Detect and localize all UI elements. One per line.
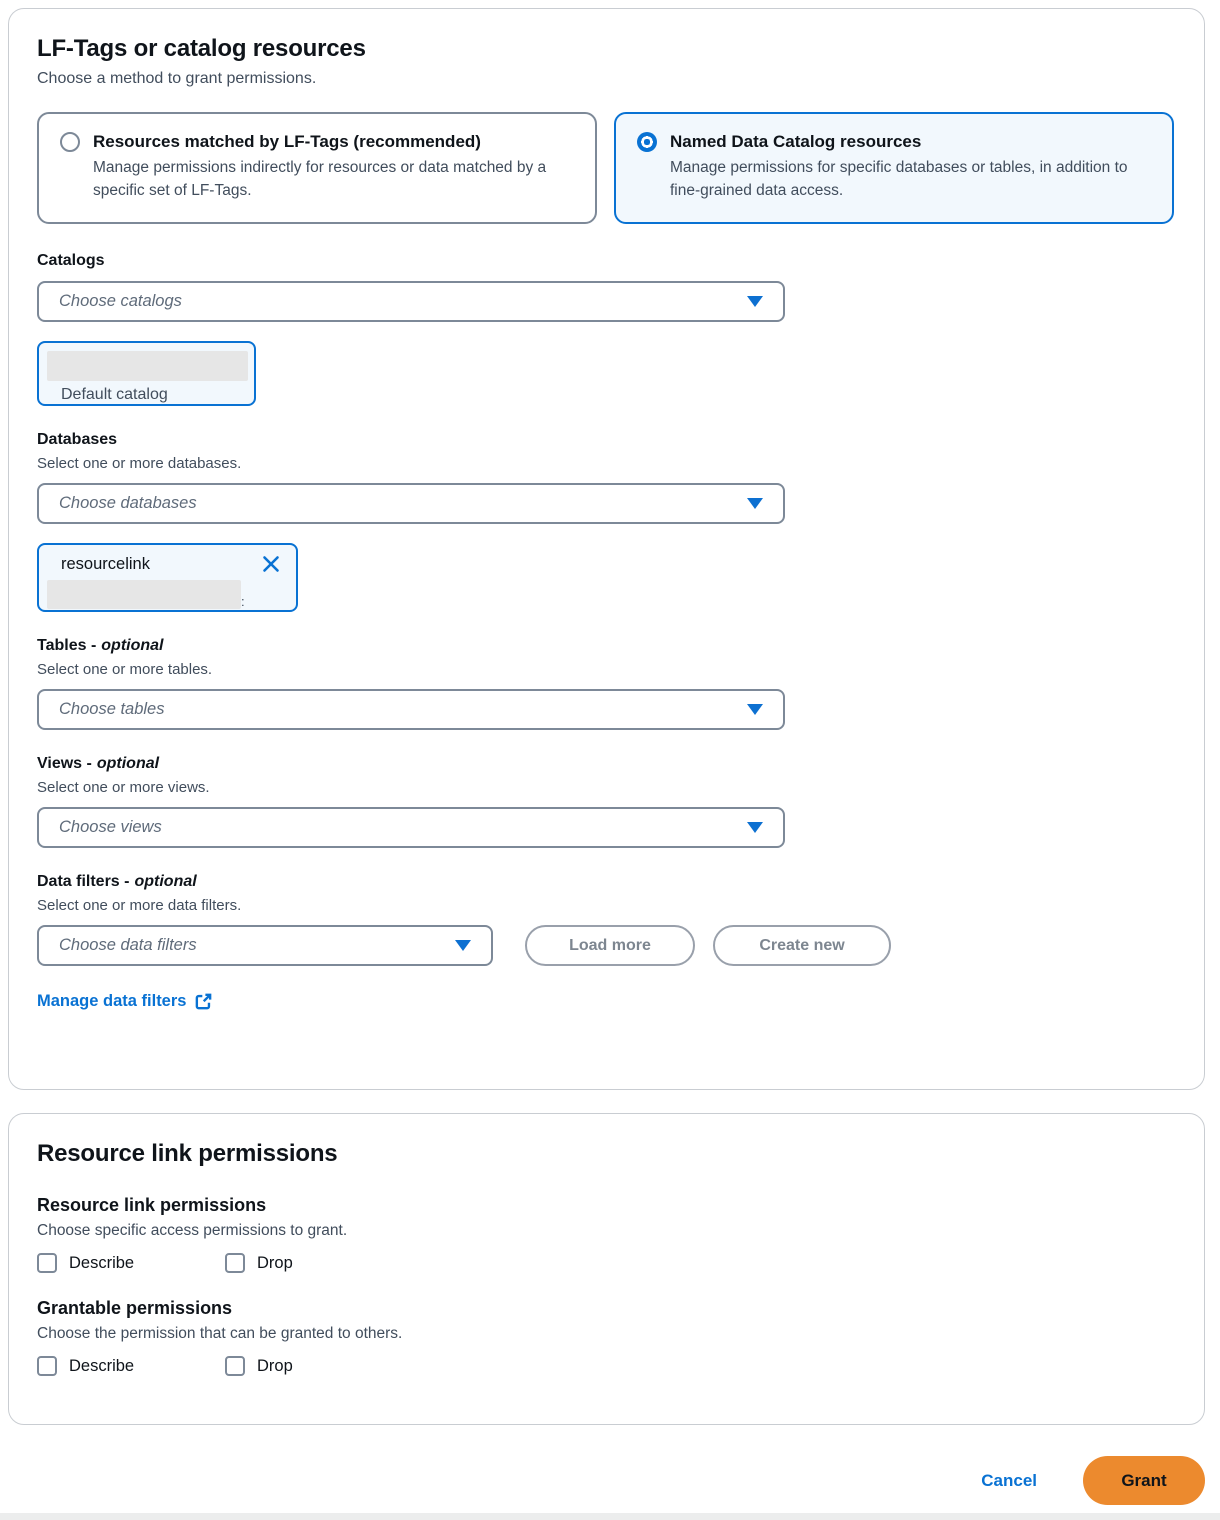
selected-catalog-name: Default catalog [61,386,168,403]
remove-database-button[interactable] [258,551,284,577]
catalogs-select[interactable] [37,281,785,322]
tables-field [37,637,1172,730]
views-placeholder: Choose views [59,818,162,836]
checkbox-label: Describe [69,1356,135,1375]
group-description: Choose the permission that can be granted to others. [37,1325,403,1342]
manage-data-filters-label: Manage data filters [37,992,187,1010]
checkbox-unchecked-icon [37,1253,57,1273]
external-link-icon [194,992,213,1011]
checkbox-label: Drop [257,1253,293,1272]
radio-tile-description: Manage permissions indirectly for resources or data matched by a specific set of LF-Tags. [93,159,547,199]
catalogs-placeholder: Choose catalogs [59,292,182,310]
radio-tile-text [670,130,1130,206]
data-filters-placeholder: Choose data filters [59,936,197,954]
views-field [37,755,1172,848]
tables-label: Tables - optional [37,637,164,654]
resource-link-permissions-card [8,1113,1205,1425]
views-label: Views - optional [37,755,160,772]
selected-database-chip [37,543,298,612]
data-filters-field [37,873,1172,1011]
data-filters-label: Data filters - optional [37,873,197,890]
create-new-button[interactable]: Create new [713,925,891,966]
radio-tile-named-data-catalog[interactable] [614,112,1174,224]
tables-description: Select one or more tables. [37,661,213,678]
checkbox-unchecked-icon [225,1253,245,1273]
caret-down-icon [747,704,763,715]
cancel-button[interactable]: Cancel [981,1470,1037,1490]
databases-description: Select one or more databases. [37,455,242,472]
group-heading: Grantable permissions [37,1298,233,1318]
selected-database-name: resourcelink [61,554,150,573]
card-title: LF-Tags or catalog resources [37,35,366,62]
redacted-value [47,580,241,609]
tables-placeholder: Choose tables [59,700,165,718]
radio-selected-icon [637,132,657,152]
selected-catalog-chip [37,341,256,406]
views-select[interactable] [37,807,785,848]
card-title: Resource link permissions [37,1140,338,1167]
databases-label: Databases [37,431,118,448]
caret-down-icon [747,498,763,509]
checkbox-grantable-drop[interactable] [225,1356,413,1376]
radio-unselected-icon [60,132,80,152]
data-filters-select[interactable] [37,925,493,966]
checkbox-label: Describe [69,1253,135,1272]
caret-down-icon [455,940,471,951]
group-description: Choose specific access permissions to grant. [37,1222,348,1239]
redacted-database-path [47,577,284,609]
checkbox-unchecked-icon [225,1356,245,1376]
manage-data-filters-link[interactable] [37,992,213,1011]
databases-field [37,431,1172,612]
optional-suffix: optional [134,873,197,890]
resource-link-permissions-group [37,1195,1172,1273]
caret-down-icon [747,296,763,307]
databases-placeholder: Choose databases [59,494,197,512]
checkbox-grantable-describe[interactable] [37,1356,225,1376]
data-filters-description: Select one or more data filters. [37,897,242,914]
catalogs-label: Catalogs [37,252,105,269]
radio-tile-description: Manage permissions for specific databases or tables, in addition to fine-grained data access. [670,159,1128,199]
close-x-icon [260,553,282,575]
grantable-permissions-group [37,1298,1172,1376]
radio-tile-label: Named Data Catalog resources [670,132,922,151]
checkbox-label: Drop [257,1356,293,1375]
page-bottom-edge [0,1513,1220,1520]
form-actions [0,1456,1220,1505]
views-description: Select one or more views. [37,779,210,796]
checkbox-unchecked-icon [37,1356,57,1376]
catalogs-field [37,252,1172,406]
tables-select[interactable] [37,689,785,730]
radio-tile-lf-tags[interactable] [37,112,597,224]
databases-select[interactable] [37,483,785,524]
group-heading: Resource link permissions [37,1195,267,1215]
radio-tile-label: Resources matched by LF-Tags (recommended) [93,132,481,151]
lf-tags-or-catalog-resources-card [8,8,1205,1090]
card-subtitle: Choose a method to grant permissions. [37,70,317,87]
caret-down-icon [747,822,763,833]
redacted-suffix: : [241,594,245,609]
load-more-button[interactable]: Load more [525,925,695,966]
checkbox-drop[interactable] [225,1253,413,1273]
grant-button[interactable]: Grant [1083,1456,1205,1505]
checkbox-describe[interactable] [37,1253,225,1273]
redacted-catalog-id [47,351,248,381]
optional-suffix: optional [101,637,164,654]
optional-suffix: optional [96,755,160,772]
radio-tile-text [93,130,553,206]
grant-method-radio-group [37,112,1172,224]
